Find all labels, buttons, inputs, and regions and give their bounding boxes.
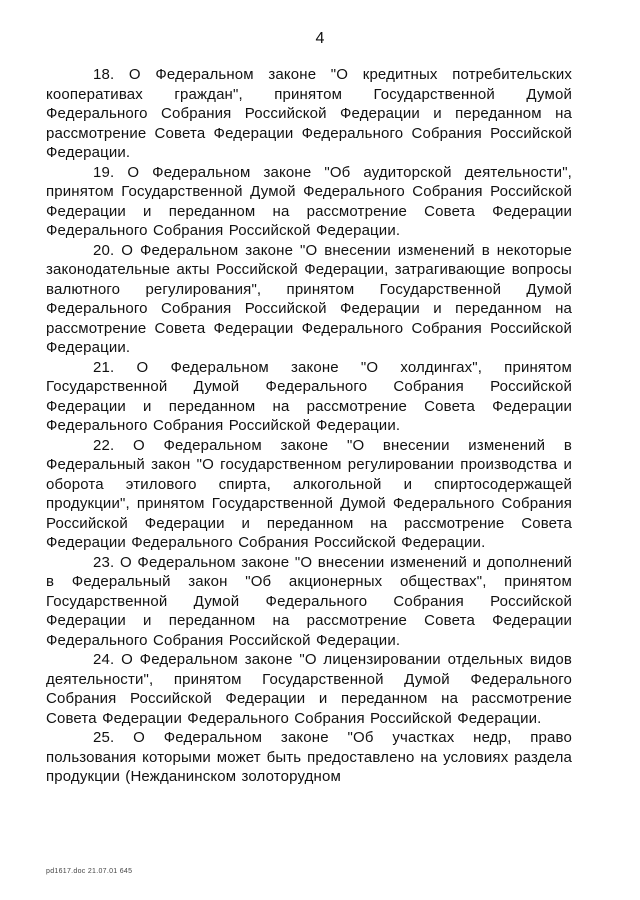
agenda-item-21: 21. О Федеральном законе "О холдингах", принятом Государственной Думой Федерального Собрания Российской Федерации и переданном на рассмотрение Совета Федерации Федерального Собрания Российской Федерации. xyxy=(46,358,572,434)
agenda-item-20: 20. О Федеральном законе "О внесении изменений в некоторые законодательные акты Российской Федерации, затрагивающие вопросы валютного регулирования", принятом Государственной Думой Федерального Собрания Российской Федерации и переданном на рассмотрение Совета Федерации Федерального Собрания Российской Федерации. xyxy=(46,241,572,356)
agenda-item-19: 19. О Федеральном законе "Об аудиторской деятельности", принятом Государственной Думой Федерального Собрания Российской Федерации и переданном на рассмотрение Совета Федерации Федерального Собрания Российской Федерации. xyxy=(46,163,572,239)
document-body xyxy=(46,65,572,787)
agenda-item-18: 18. О Федеральном законе "О кредитных потребительских кооперативах граждан", принятом Государственной Думой Федерального Собрания Российской Федерации и переданном на рассмотрение Совета Федерации Федерального Собрания Российской Федерации. xyxy=(46,66,572,161)
agenda-item-25: 25. О Федеральном законе "Об участках недр, право пользования которыми может быть предоставлено на условиях раздела продукции (Нежданинском золоторудном xyxy=(46,729,572,785)
page-number: 4 xyxy=(315,30,325,47)
agenda-item-24: 24. О Федеральном законе "О лицензировании отдельных видов деятельности", принятом Государственной Думой Федерального Собрания Российской Федерации и переданном на рассмотрение Совета Федерации Федерального Собрания Российской Федерации. xyxy=(46,651,572,727)
agenda-item-23: 23. О Федеральном законе "О внесении изменений и дополнений в Федеральный закон "Об акционерных обществах", принятом Государственной Думой Федерального Собрания Российской Федерации и переданном на рассмотрение Совета Федерации Федерального Собрания Российской Федерации. xyxy=(46,553,572,649)
document-footer-id: pd1617.doc 21.07.01 645 xyxy=(46,868,133,875)
agenda-item-22: 22. О Федеральном законе "О внесении изменений в Федеральный закон "О государственном регулировании производства и оборота этилового спирта, алкогольной и спиртосодержащей продукции", принятом Государственной Думой Федерального Собрания Российской Федерации и переданном на рассмотрение Совета Федерации Федерального Собрания Российской Федерации. xyxy=(46,436,572,551)
